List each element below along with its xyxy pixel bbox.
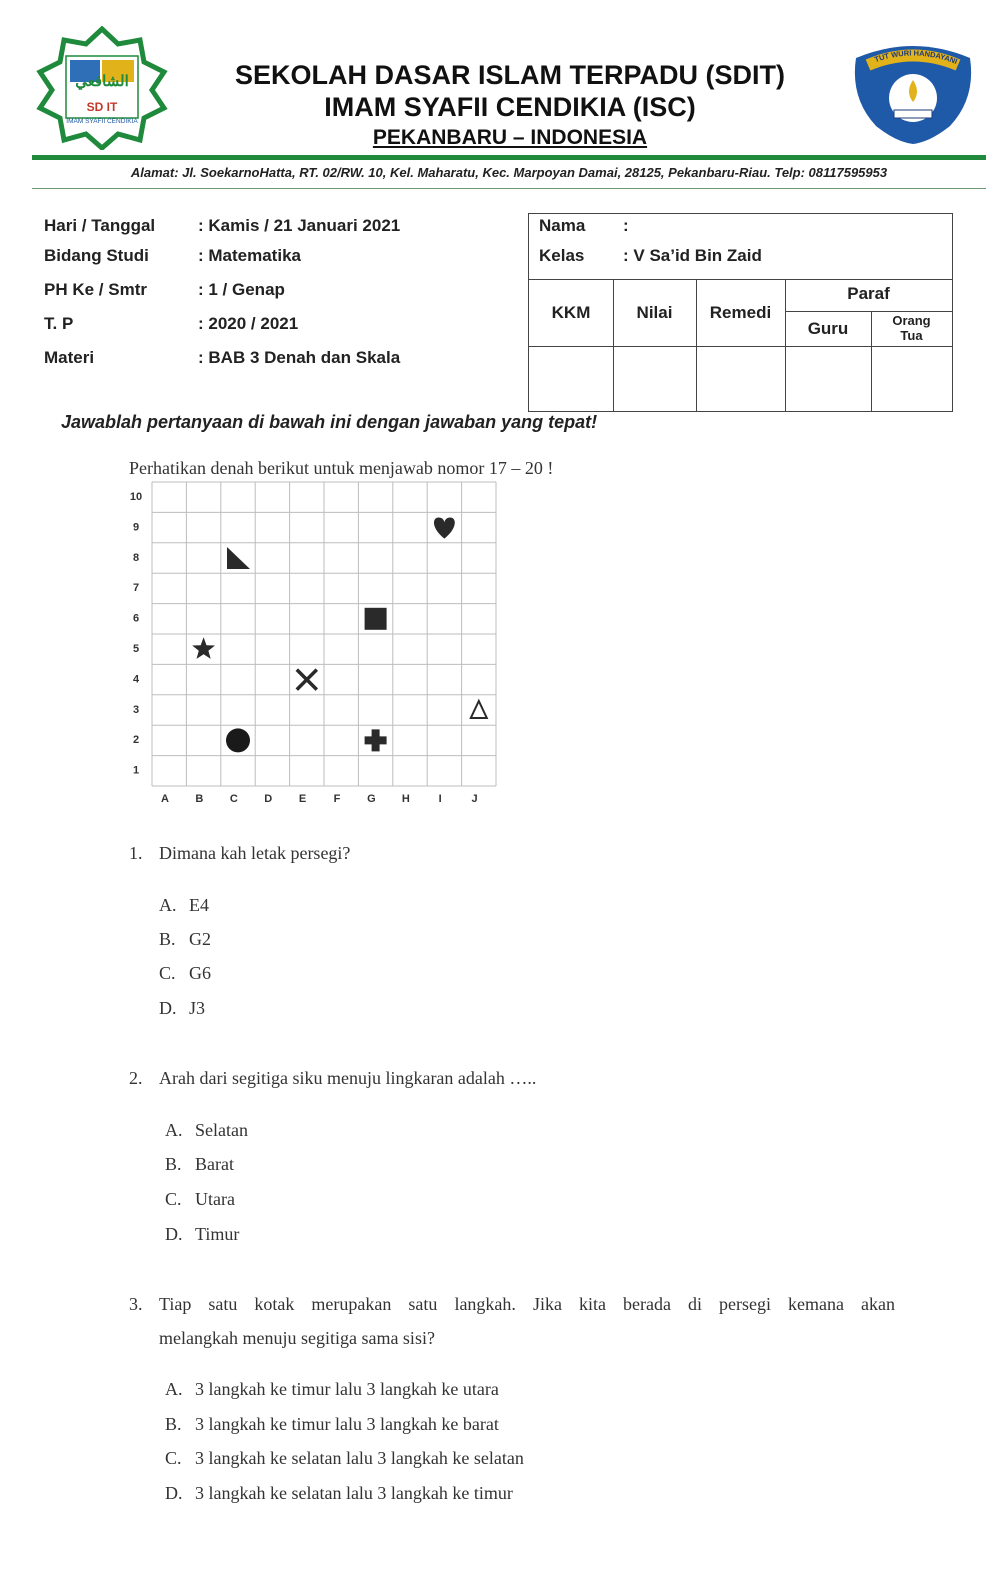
option-text: J3 xyxy=(189,998,206,1018)
option[interactable] xyxy=(159,998,205,1019)
question-number: 3. xyxy=(129,1294,143,1314)
nama-field[interactable]: : xyxy=(623,216,629,235)
address-divider xyxy=(32,188,986,189)
option[interactable] xyxy=(159,963,211,984)
logo-school-name: IMAM SYAFII CENDIKIA xyxy=(66,118,138,125)
table-line xyxy=(529,346,952,347)
option[interactable] xyxy=(165,1379,499,1400)
row-label: 9 xyxy=(132,521,140,534)
option[interactable] xyxy=(165,1414,499,1435)
info-value: : 1 / Genap xyxy=(198,280,285,299)
column-label: A xyxy=(161,793,169,805)
option[interactable] xyxy=(165,1154,234,1175)
option-letter: B. xyxy=(165,1414,182,1434)
option-text: 3 langkah ke timur lalu 3 langkah ke utara xyxy=(195,1379,499,1399)
circle-icon xyxy=(226,728,250,752)
grid-symbols xyxy=(192,518,487,753)
kelas-value: : V Sa’id Bin Zaid xyxy=(623,246,762,265)
option-letter: C. xyxy=(165,1448,182,1468)
question-number: 1. xyxy=(129,843,143,863)
question-text-line2: melangkah menuju segitiga sama sisi? xyxy=(159,1328,435,1348)
option-text: G6 xyxy=(189,963,211,983)
option-text: E4 xyxy=(189,895,209,915)
row-label: 5 xyxy=(132,643,140,655)
info-value: : Kamis / 21 Januari 2021 xyxy=(198,216,401,235)
option-letter: B. xyxy=(159,929,176,949)
table-line xyxy=(785,311,952,312)
row-label: 8 xyxy=(132,551,140,564)
option-text: 3 langkah ke selatan lalu 3 langkah ke selatan xyxy=(195,1448,524,1468)
row-label: 7 xyxy=(132,582,140,595)
option[interactable] xyxy=(165,1189,235,1210)
option-text: G2 xyxy=(189,929,211,949)
nilai-header: Nilai xyxy=(636,303,673,322)
heart-icon xyxy=(434,518,455,539)
kelas-label: Kelas xyxy=(539,246,585,265)
row-label: 1 xyxy=(132,764,140,777)
school-title-line1: SEKOLAH DASAR ISLAM TERPADU (SDIT) xyxy=(235,60,785,90)
option-text: Selatan xyxy=(195,1120,248,1140)
info-value: : Matematika xyxy=(198,246,301,265)
column-label: B xyxy=(195,793,204,805)
column-label: G xyxy=(367,793,376,805)
row-label: 6 xyxy=(132,612,140,625)
orang-text: Orang xyxy=(892,313,931,328)
logo-arabic: الشافعي xyxy=(75,73,129,90)
school-title-line2: IMAM SYAFII CENDIKIA (ISC) xyxy=(324,92,696,122)
plus-icon xyxy=(365,729,387,751)
row-label: 2 xyxy=(132,734,140,747)
info-label: Materi xyxy=(44,348,95,367)
tut-wuri-handayani-logo xyxy=(850,38,976,146)
option-text: Utara xyxy=(195,1189,235,1209)
column-label: J xyxy=(471,793,478,805)
column-label: E xyxy=(298,793,307,805)
column-label: C xyxy=(229,793,238,805)
table-line xyxy=(613,279,614,411)
row-label: 3 xyxy=(132,703,140,716)
option-letter: A. xyxy=(165,1379,183,1399)
logo-motto: TUT WURI HANDAYANI xyxy=(873,48,959,67)
table-line xyxy=(529,279,952,280)
info-value: : BAB 3 Denah dan Skala xyxy=(198,348,401,367)
right-triangle-icon xyxy=(227,547,250,569)
option-letter: A. xyxy=(159,895,177,915)
question-text: Arah dari segitiga siku menuju lingkaran adalah ….. xyxy=(159,1068,537,1088)
header-divider xyxy=(32,155,986,160)
map-grid xyxy=(122,480,502,805)
option-letter: D. xyxy=(165,1224,183,1244)
option[interactable] xyxy=(159,895,209,916)
option-letter: D. xyxy=(159,998,177,1018)
logo-sdit: SD IT xyxy=(86,100,118,114)
option-letter: A. xyxy=(165,1120,183,1140)
info-label: T. P xyxy=(44,314,74,333)
option-text: 3 langkah ke selatan lalu 3 langkah ke timur xyxy=(195,1483,513,1503)
star-icon xyxy=(192,637,215,659)
instruction: Jawablah pertanyaan di bawah ini dengan jawaban yang tepat! xyxy=(61,412,598,432)
question-number: 2. xyxy=(129,1068,143,1088)
question-text: Dimana kah letak persegi? xyxy=(159,843,351,863)
school-logo-left xyxy=(32,26,172,150)
school-address: Alamat: Jl. SoekarnoHatta, RT. 02/RW. 10, Kel. Maharatu, Kec. Marpoyan Damai, 28125, Pekanbaru-Riau. Telp: 08117595953 xyxy=(130,165,888,180)
info-label: Hari / Tanggal xyxy=(44,216,156,235)
square-icon xyxy=(365,608,387,630)
column-label: F xyxy=(333,793,341,805)
option[interactable] xyxy=(165,1120,248,1141)
school-title-line3: PEKANBARU – INDONESIA xyxy=(372,126,648,149)
orang-tua-header xyxy=(871,313,952,343)
column-label: D xyxy=(264,793,273,805)
grid-labels xyxy=(130,491,478,805)
guru-header: Guru xyxy=(807,319,849,338)
info-label: Bidang Studi xyxy=(44,246,149,265)
question-text-line1: Tiap satu kotak merupakan satu langkah. Jika kita berada di persegi kemana akan xyxy=(159,1294,895,1314)
row-label: 10 xyxy=(129,491,143,503)
option[interactable] xyxy=(159,929,211,950)
cross-x-icon xyxy=(297,670,317,690)
column-label: H xyxy=(401,793,410,805)
nama-label: Nama xyxy=(539,216,586,235)
table-line xyxy=(696,279,697,411)
kkm-header: KKM xyxy=(551,303,591,322)
option-letter: D. xyxy=(165,1483,183,1503)
option[interactable] xyxy=(165,1448,524,1469)
option-letter: C. xyxy=(165,1189,182,1209)
map-intro: Perhatikan denah berikut untuk menjawab nomor 17 – 20 ! xyxy=(129,458,554,478)
score-table xyxy=(528,213,953,412)
info-label: PH Ke / Smtr xyxy=(44,280,147,299)
triangle-icon xyxy=(471,701,487,718)
row-label: 4 xyxy=(132,673,140,686)
paraf-header: Paraf xyxy=(847,284,890,303)
remedi-header: Remedi xyxy=(709,303,772,322)
info-value: : 2020 / 2021 xyxy=(198,314,299,333)
option[interactable] xyxy=(165,1224,239,1245)
option-letter: C. xyxy=(159,963,176,983)
option-text: 3 langkah ke timur lalu 3 langkah ke barat xyxy=(195,1414,499,1434)
tua-text: Tua xyxy=(900,328,923,343)
option-text: Barat xyxy=(195,1154,234,1174)
option-text: Timur xyxy=(195,1224,240,1244)
column-label: I xyxy=(438,793,442,805)
option[interactable] xyxy=(165,1483,513,1504)
option-letter: B. xyxy=(165,1154,182,1174)
